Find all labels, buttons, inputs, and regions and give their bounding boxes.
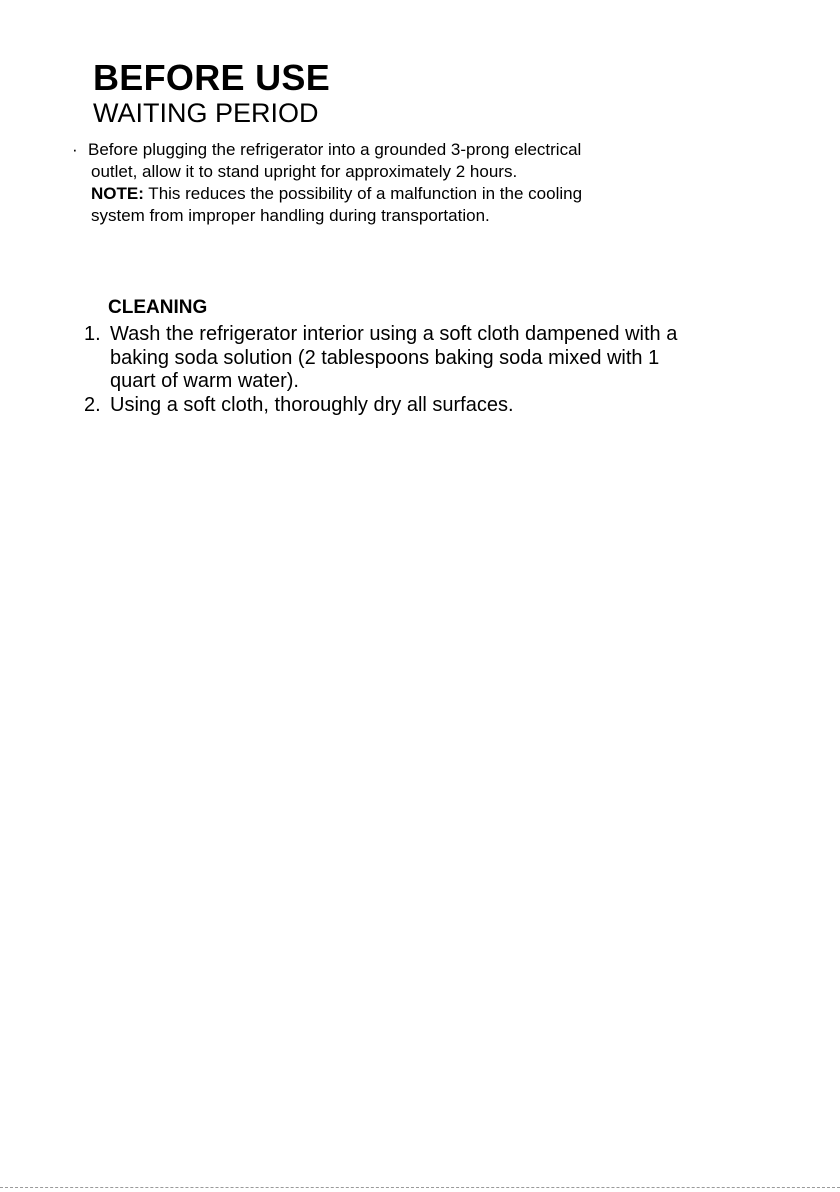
page-title: BEFORE USE: [93, 57, 331, 98]
step-number: 1.: [84, 323, 101, 345]
note-text-1: This reduces the possibility of a malfunction in the cooling: [143, 184, 583, 203]
cleaning-steps-list: [84, 323, 824, 417]
waiting-text-line-2: outlet, allow it to stand upright for approximately 2 hours.: [91, 162, 518, 181]
page-bottom-divider: [0, 1187, 840, 1188]
bullet-dot: ·: [72, 140, 78, 159]
section-title-waiting-period: WAITING PERIOD: [93, 98, 319, 128]
list-item: [84, 394, 824, 418]
step-number: 2.: [84, 393, 101, 416]
waiting-text-line-1: Before plugging the refrigerator into a grounded 3-prong electrical: [88, 140, 582, 159]
step-text-line: baking soda solution (2 tablespoons baking soda mixed with 1: [110, 346, 660, 369]
step-text-line: Wash the refrigerator interior using a soft cloth dampened with a: [110, 323, 678, 345]
list-item: [84, 323, 824, 394]
note-label: NOTE:: [91, 184, 144, 203]
step-text-line: Using a soft cloth, thoroughly dry all surfaces.: [110, 393, 514, 416]
step-text-line: quart of warm water).: [110, 370, 299, 392]
cleaning-heading: CLEANING: [108, 297, 208, 318]
note-text-2: system from improper handling during transportation.: [91, 206, 490, 225]
note-line-1: [91, 183, 582, 205]
